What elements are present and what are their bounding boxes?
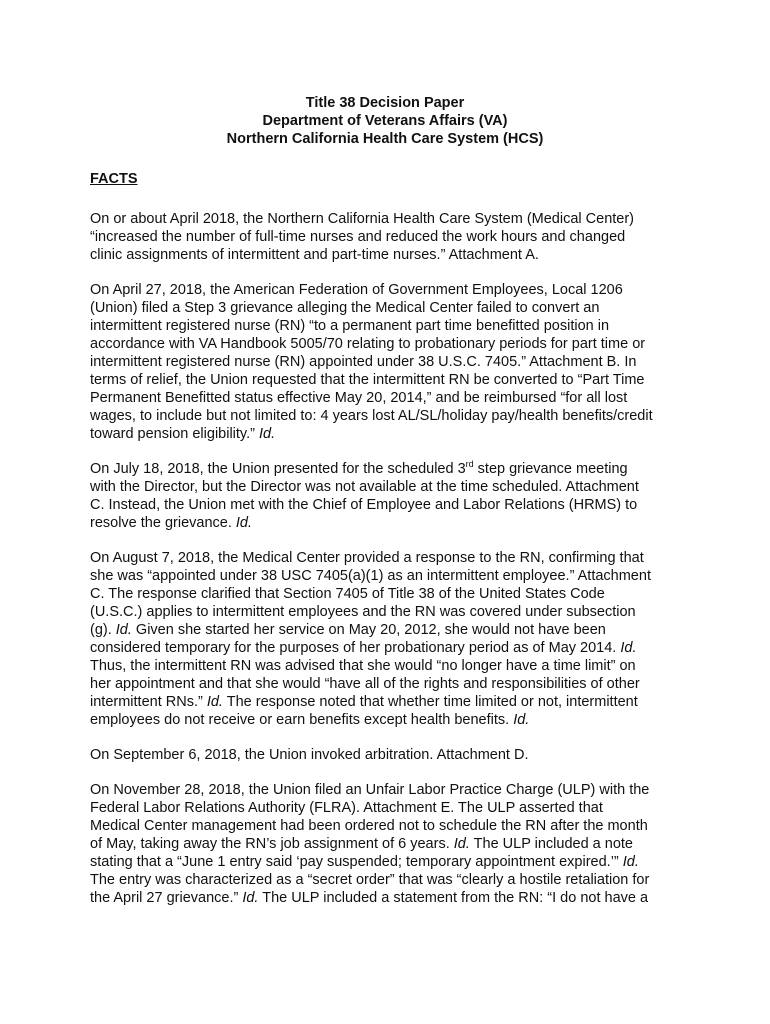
document-body — [90, 210, 690, 924]
text-line: Federal Labor Relations Authority (FLRA). Attachment E. The ULP asserted that — [90, 800, 603, 816]
text-line: “increased the number of full-time nurses and reduced the work hours and changed — [90, 229, 626, 245]
text-segment: toward pension eligibility.” — [90, 426, 259, 442]
text-segment: The response noted that whether time limited or not, intermittent — [222, 694, 638, 710]
text-line: intermittent registered nurse (RN) “to a permanent part time benefitted position in — [90, 318, 610, 334]
text-segment: Given she started her service on May 20, 2012, she would not have been — [131, 622, 606, 638]
text-line — [90, 460, 690, 478]
text-line: intermittent registered nurse (RN) appointed under 38 U.S.C. 7405.” Attachment B. In — [90, 354, 637, 370]
text-segment: step grievance meeting — [473, 461, 628, 477]
text-segment: intermittent RNs.” — [90, 694, 207, 710]
section-heading-facts: FACTS — [90, 171, 138, 187]
text-line: Permanent Benefitted status effective May 20, 2014,” and be reimbursed “for all lost — [90, 390, 628, 406]
text-segment: The ULP included a statement from the RN: “I do not have a — [258, 890, 649, 906]
text-line — [90, 835, 690, 853]
text-segment: stating that a “June 1 entry said ‘pay suspended; temporary appointment expired.’” — [90, 854, 623, 870]
text-line: C. The response clarified that Section 7405 of Title 38 of the United States Code — [90, 586, 605, 602]
text-line: (Union) filed a Step 3 grievance alleging the Medical Center failed to convert an — [90, 300, 600, 316]
citation-id: Id. — [513, 712, 530, 728]
text-line: Thus, the intermittent RN was advised that she would “no longer have a time limit” on — [90, 658, 636, 674]
text-segment: employees do not receive or earn benefits except health benefits. — [90, 712, 514, 728]
paragraph-3 — [90, 460, 690, 532]
citation-id: Id. — [242, 890, 259, 906]
text-line: accordance with VA Handbook 5005/70 relating to probationary periods for part time or — [90, 336, 646, 352]
text-line: her appointment and that she would “have all of the rights and responsibilities of other — [90, 676, 640, 692]
paragraph-5 — [90, 746, 690, 764]
text-line — [90, 621, 690, 639]
text-line — [90, 425, 690, 443]
ordinal-suffix: rd — [465, 459, 474, 470]
text-line: On September 6, 2018, the Union invoked arbitration. Attachment D. — [90, 747, 529, 763]
text-line: The entry was characterized as a “secret order” that was “clearly a hostile retaliation for — [90, 872, 650, 888]
text-line: (U.S.C.) applies to intermittent employees and the RN was covered under subsection — [90, 604, 636, 620]
text-line: she was “appointed under 38 USC 7405(a)(1) as an intermittent employee.” Attachment — [90, 568, 651, 584]
text-line: On April 27, 2018, the American Federation of Government Employees, Local 1206 — [90, 282, 623, 298]
citation-id: Id. — [620, 640, 637, 656]
text-line: with the Director, but the Director was not available at the time scheduled. Attachment — [90, 479, 639, 495]
text-line: On August 7, 2018, the Medical Center provided a response to the RN, confirming that — [90, 550, 644, 566]
paragraph-2 — [90, 281, 690, 443]
citation-id: Id. — [115, 622, 132, 638]
text-line — [90, 693, 690, 711]
text-line: On or about April 2018, the Northern California Health Care System (Medical Center) — [90, 211, 635, 227]
text-line — [90, 889, 690, 907]
citation-id: Id. — [235, 515, 253, 531]
text-segment: of May, taking away the RN’s job assignment of 6 years. — [90, 836, 454, 852]
paragraph-6 — [90, 781, 690, 907]
document-header — [0, 94, 770, 148]
header-department: Department of Veterans Affairs (VA) — [262, 113, 508, 129]
citation-id: Id. — [206, 694, 223, 710]
header-system: Northern California Health Care System (HCS) — [226, 131, 544, 147]
text-segment: resolve the grievance. — [90, 515, 236, 531]
paragraph-1 — [90, 210, 690, 264]
text-segment: On July 18, 2018, the Union presented for the scheduled 3 — [90, 461, 466, 477]
text-segment: considered temporary for the purposes of her probationary period as of May 2014. — [90, 640, 621, 656]
text-segment: the April 27 grievance.” — [90, 890, 243, 906]
text-line: On November 28, 2018, the Union filed an Unfair Labor Practice Charge (ULP) with the — [90, 782, 650, 798]
text-line: terms of relief, the Union requested that the intermittent RN be converted to “Part Time — [90, 372, 645, 388]
header-title: Title 38 Decision Paper — [305, 95, 465, 111]
text-line — [90, 853, 690, 871]
text-line — [90, 711, 690, 729]
text-line — [90, 514, 690, 532]
citation-id: Id. — [453, 836, 470, 852]
text-line: wages, to include but not limited to: 4 years lost AL/SL/holiday pay/health benefits/credit — [90, 408, 653, 424]
citation-id: Id. — [258, 426, 276, 442]
citation-id: Id. — [622, 854, 639, 870]
text-segment: (g). — [90, 622, 116, 638]
text-segment: The ULP included a note — [469, 836, 633, 852]
text-line — [90, 639, 690, 657]
text-line: C. Instead, the Union met with the Chief of Employee and Labor Relations (HRMS) to — [90, 497, 638, 513]
text-line: Medical Center management had been ordered not to schedule the RN after the month — [90, 818, 648, 834]
paragraph-4 — [90, 549, 690, 729]
text-line: clinic assignments of intermittent and part-time nurses.” Attachment A. — [90, 247, 539, 263]
